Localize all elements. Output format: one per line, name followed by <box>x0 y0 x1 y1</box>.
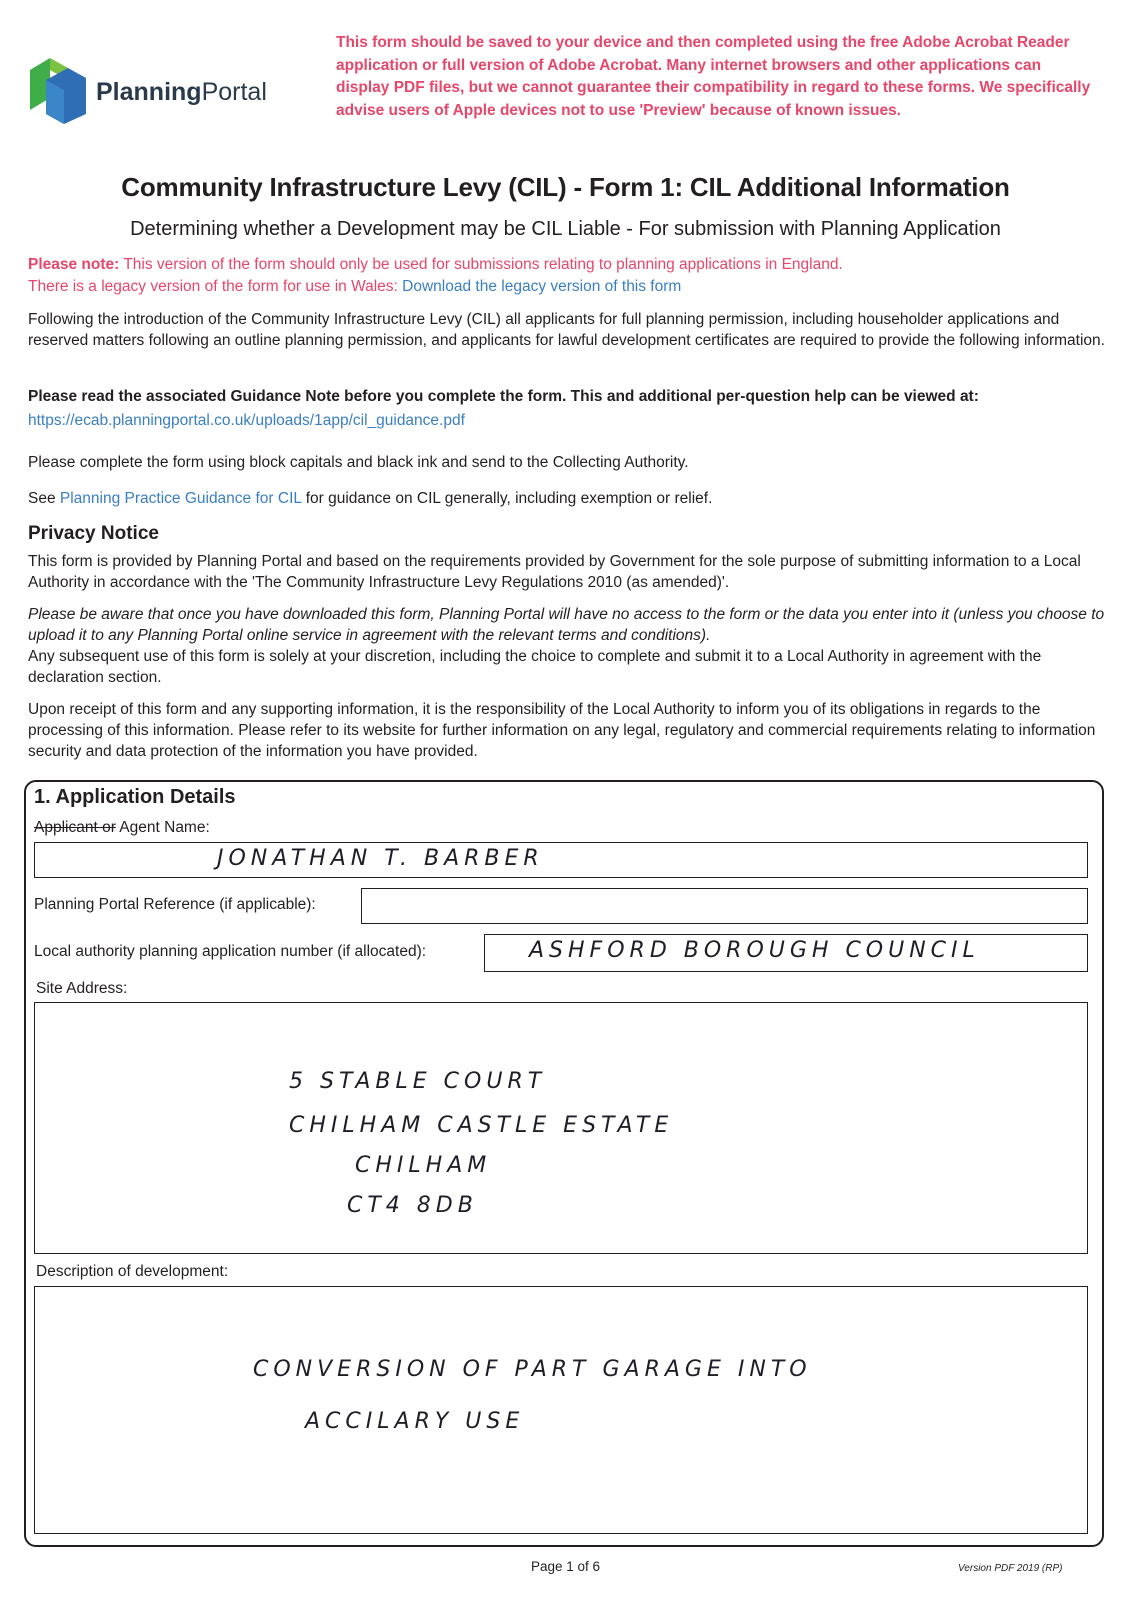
see-suffix: for guidance on CIL generally, including exemption or relief. <box>301 490 713 507</box>
planning-portal-logo-icon <box>28 58 90 124</box>
guidance-text: Please read the associated Guidance Note before you complete the form. This and additional per-question help can be viewed at: <box>28 388 979 405</box>
planning-practice-guidance-link[interactable]: Planning Practice Guidance for CIL <box>59 490 302 507</box>
agent-name-value: JONATHAN T. BARBER <box>217 846 544 871</box>
privacy-paragraph-3: Any subsequent use of this form is solely at your discretion, including the choice to complete and submit it to a Local Authority in agreement with the declaration section. <box>28 648 1042 686</box>
description-line: ACCILARY USE <box>305 1409 525 1434</box>
see-guidance <box>28 488 1108 509</box>
applicant-struck-label: Applicant or <box>34 819 116 836</box>
description-field[interactable] <box>34 1286 1088 1534</box>
site-address-line: CHILHAM CASTLE ESTATE <box>289 1113 674 1138</box>
version-label: Version PDF 2019 (RP) <box>958 1563 1063 1574</box>
privacy-paragraph-1: This form is provided by Planning Portal and based on the requirements provided by Government for the sole purpose of submitting information to a Local Authority in accordance with the 'The Community Infrastructure Levy Regulations 2010 (as amended)'. <box>28 553 1081 591</box>
site-address-field[interactable] <box>34 1002 1088 1254</box>
complete-instructions: Please complete the form using block capitals and black ink and send to the Collecting Authority. <box>28 454 689 471</box>
intro-paragraph: Following the introduction of the Community Infrastructure Levy (CIL) all applicants for full planning permission, including householder applications and reserved matters following an outline planning permission, and applicants for lawful development certificates are required to provide the following information. <box>28 311 1105 349</box>
agent-name-label-text: Agent Name: <box>115 819 210 836</box>
section-title: 1. Application Details <box>34 786 236 808</box>
description-line: CONVERSION OF PART GARAGE INTO <box>253 1357 812 1382</box>
description-label: Description of development: <box>36 1263 229 1280</box>
agent-name-field[interactable] <box>34 842 1088 878</box>
pp-reference-label: Planning Portal Reference (if applicable): <box>34 896 316 913</box>
site-address-label: Site Address: <box>36 980 128 997</box>
see-prefix: See <box>28 490 60 507</box>
la-number-value: ASHFORD BOROUGH COUNCIL <box>529 938 980 963</box>
compatibility-warning: This form should be saved to your device and then completed using the free Adobe Acrobat Reader application or full version of Adobe Acrobat. Many internet browsers and other applications can display PDF files, but we cannot guarantee their compatibility in regard to these forms. We specifically advise users of Apple devices not to use 'Preview' because of known issues. <box>336 34 1091 119</box>
guidance-url-link[interactable]: https://ecab.planningportal.co.uk/uploads/1app/cil_guidance.pdf <box>28 412 465 429</box>
legacy-form-link[interactable]: Download the legacy version of this form <box>402 278 682 295</box>
wales-text: There is a legacy version of the form for use in Wales: <box>28 278 403 295</box>
pp-reference-field[interactable] <box>361 888 1088 924</box>
page-subtitle: Determining whether a Development may be CIL Liable - For submission with Planning Application <box>130 218 1001 240</box>
page-title: Community Infrastructure Levy (CIL) - Form 1: CIL Additional Information <box>121 172 1010 202</box>
privacy-paragraph-2: Please be aware that once you have downloaded this form, Planning Portal will have no access to the form or the data you enter into it (unless you choose to upload it to any Planning Portal online service in agreement with the relevant terms and conditions). <box>28 606 1105 644</box>
planning-portal-logo <box>28 58 298 128</box>
la-number-label: Local authority planning application number (if allocated): <box>34 943 427 960</box>
note-label: Please note: <box>28 256 120 273</box>
la-number-field[interactable] <box>484 934 1088 972</box>
page-number: Page 1 of 6 <box>530 1559 601 1574</box>
privacy-paragraph-4: Upon receipt of this form and any supporting information, it is the responsibility of the Local Authority to inform you of its obligations in regards to the processing of this information. Please refer to its website for further information on any legal, regulatory and commercial requirements relating to information security and data protection of the information you have provided. <box>28 701 1096 760</box>
site-address-line: CHILHAM <box>355 1153 492 1178</box>
please-note <box>28 254 843 298</box>
site-address-line: CT4 8DB <box>347 1193 478 1218</box>
logo-wordmark: PlanningPortal <box>96 78 267 106</box>
note-text: This version of the form should only be used for submissions relating to planning applications in England. <box>119 256 843 273</box>
guidance-block <box>28 386 1108 431</box>
privacy-heading: Privacy Notice <box>28 523 159 544</box>
agent-name-label <box>34 819 210 837</box>
site-address-line: 5 STABLE COURT <box>289 1069 547 1094</box>
